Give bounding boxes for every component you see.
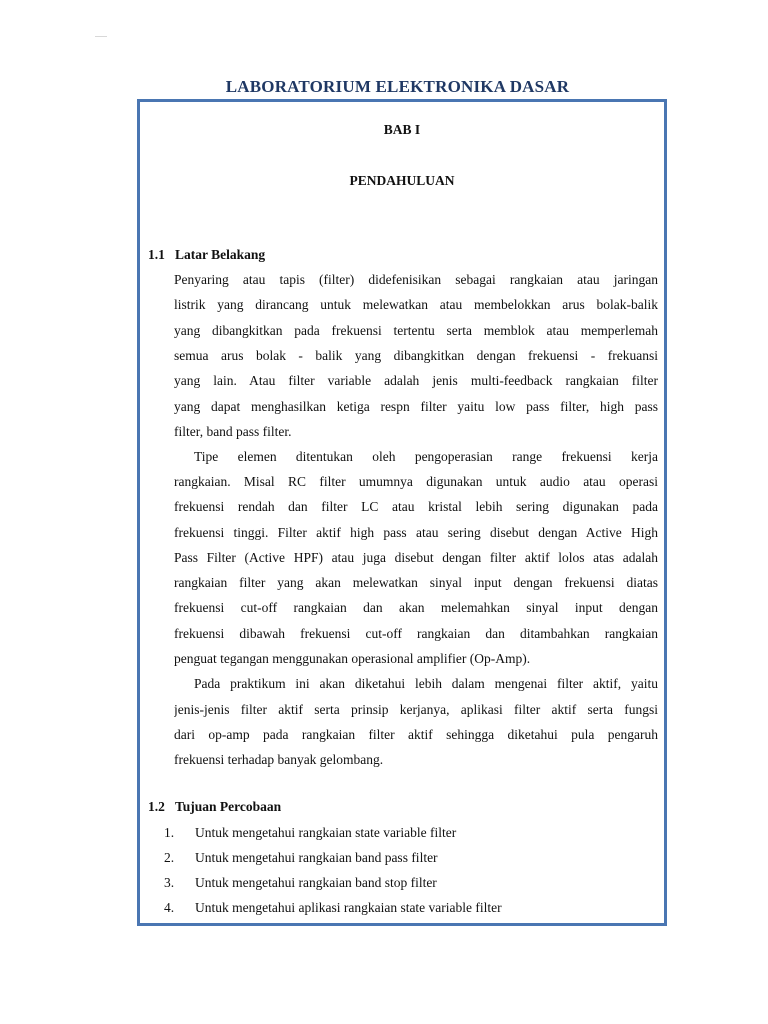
corner-mark: [95, 36, 107, 37]
list-item-index: 2.: [164, 850, 175, 865]
paragraph-line: yang dibangkitkan pada frekuensi tertentu serta memblok atau memperlemah: [174, 323, 658, 338]
list-item-index: 1.: [164, 825, 175, 840]
paragraph-line: rangkaian filter yang akan melewatkan sinyal input dengan frekuensi diatas: [174, 575, 658, 590]
paragraph-line: jenis-jenis filter aktif serta prinsip kerjanya, aplikasi filter aktif serta fungsi: [174, 702, 658, 717]
chapter-number: BAB I: [383, 122, 421, 137]
list-item-index: 3.: [164, 875, 175, 890]
document-header-title: LABORATORIUM ELEKTRONIKA DASAR: [225, 77, 570, 96]
list-item-text: Untuk mengetahui rangkaian band pass filter: [195, 850, 438, 865]
section-title: Latar Belakang: [175, 247, 266, 262]
section-title: Tujuan Percobaan: [175, 799, 282, 814]
paragraph-line: penguat tegangan menggunakan operasional amplifier (Op-Amp).: [174, 651, 531, 666]
paragraph-line: rangkaian. Misal RC filter umumnya digunakan untuk audio atau operasi: [174, 474, 658, 489]
paragraph-line: Tipe elemen ditentukan oleh pengoperasian range frekuensi kerja: [194, 449, 658, 464]
paragraph-line: Pada praktikum ini akan diketahui lebih dalam mengenai filter aktif, yaitu: [194, 676, 658, 691]
section-number: 1.2: [148, 799, 165, 814]
paragraph-line: listrik yang dirancang untuk melewatkan atau membelokkan arus bolak-balik: [174, 297, 658, 312]
chapter-title: PENDAHULUAN: [349, 173, 455, 188]
paragraph-line: frekuensi rendah dan filter LC atau kristal lebih sering digunakan pada: [174, 499, 658, 514]
paragraph-line: Pass Filter (Active HPF) atau juga disebut dengan filter aktif lolos atas adalah: [174, 550, 658, 565]
paragraph-line: Penyaring atau tapis (filter) didefenisikan sebagai rangkaian atau jaringan: [174, 272, 658, 287]
paragraph-line: dari op-amp pada rangkaian filter aktif sehingga diketahui pula pengaruh: [174, 727, 658, 742]
list-item: [164, 850, 438, 866]
list-item: [164, 900, 502, 916]
section-heading-latar-belakang: [148, 247, 265, 263]
paragraph-line: frekuensi tinggi. Filter aktif high pass atau sering disebut dengan Active High: [174, 525, 658, 540]
list-item-text: Untuk mengetahui rangkaian state variable filter: [195, 825, 457, 840]
paragraph-line: frekuensi dibawah frekuensi cut-off rangkaian dan ditambahkan rangkaian: [174, 626, 658, 641]
list-item-text: Untuk mengetahui rangkaian band stop filter: [195, 875, 437, 890]
paragraph-line: frekuensi cut-off rangkaian dan akan melemahkan sinyal input dengan: [174, 600, 658, 615]
list-item: [164, 875, 437, 891]
paragraph-line: filter, band pass filter.: [174, 424, 292, 439]
list-item-text: Untuk mengetahui aplikasi rangkaian state variable filter: [195, 900, 502, 915]
list-item: [164, 825, 456, 841]
page-frame: [137, 99, 667, 926]
list-item-index: 4.: [164, 900, 175, 915]
paragraph-line: semua arus bolak - balik yang dibangkitkan dengan frekuensi - frekuansi: [174, 348, 658, 363]
section-heading-tujuan-percobaan: [148, 799, 281, 815]
paragraph-line: yang dapat menghasilkan ketiga respn filter yaitu low pass filter, high pass: [174, 399, 658, 414]
paragraph-line: yang lain. Atau filter variable adalah jenis multi-feedback rangkaian filter: [174, 373, 658, 388]
paragraph-line: frekuensi terhadap banyak gelombang.: [174, 752, 384, 767]
section-number: 1.1: [148, 247, 165, 262]
